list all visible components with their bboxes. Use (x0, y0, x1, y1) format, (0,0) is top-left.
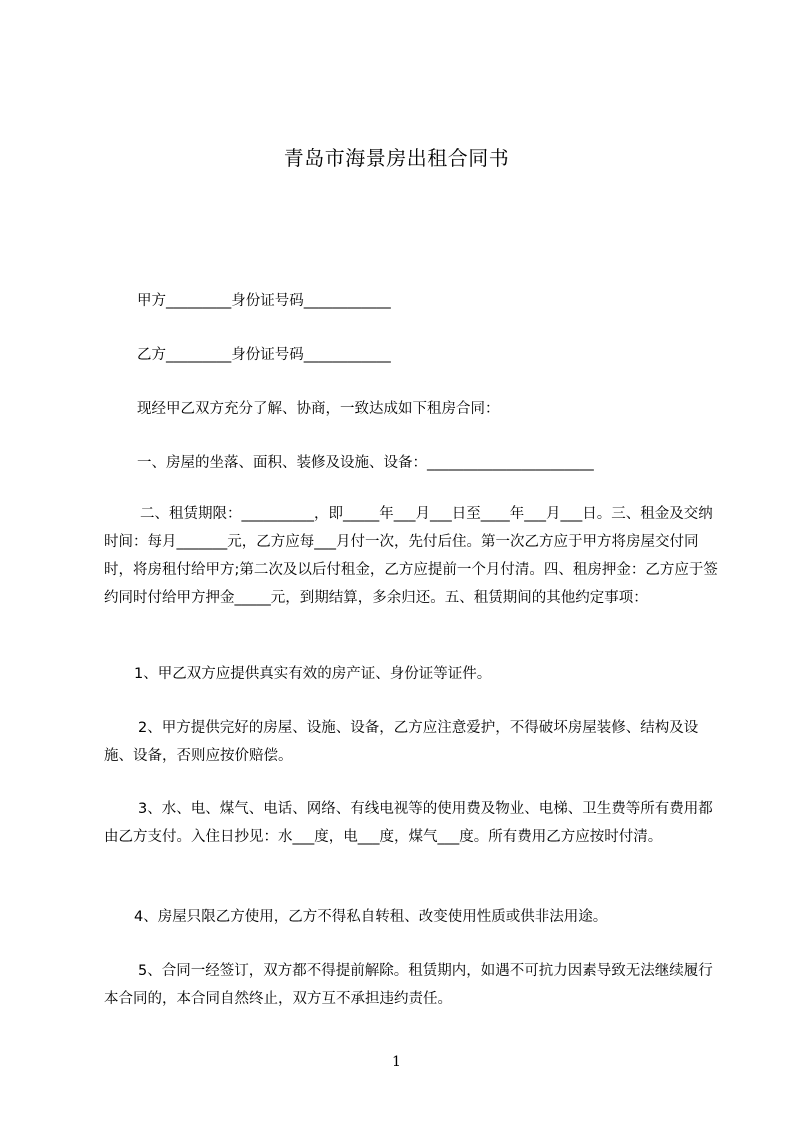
party-b-line: 乙方_________身份证号码____________ (137, 347, 391, 363)
item-5-paragraph: 5、合同一经签订，双方都不得提前解除。租赁期内，如遇不可抗力因素导致无法继续履行本合同的，本合同自然终止，双方互不承担违约责任。 (104, 963, 713, 1007)
page-number: 1 (392, 1054, 401, 1070)
item-2-paragraph: 2、甲方提供完好的房屋、设施、设备，乙方应注意爱护，不得破坏房屋装修、结构及设施、设备，否则应按价赔偿。 (104, 720, 699, 764)
item-4-paragraph: 4、房屋只限乙方使用，乙方不得私自转租、改变使用性质或供非法用途。 (134, 909, 608, 925)
clause-2-5-paragraph: 二、租赁期限：__________，即_____年___月___日至____年___月___日。三、租金及交纳时间：每月_______元，乙方应每___月付一次，先付后住。第一次乙方应于甲方将房屋交付同时，将房租付给甲方;第二次及以后付租金，乙方应提前一个月付清。四、租房押金：乙方应于签约同时付给甲方押金_____元，到期结算，多余归还。五、租赁期间的其他约定事项： (104, 506, 718, 606)
intro-line: 现经甲乙双方充分了解、协商，一致达成如下租房合同： (137, 401, 500, 417)
document-title: 青岛市海景房出租合同书 (283, 146, 510, 170)
item-3-paragraph: 3、水、电、煤气、电话、网络、有线电视等的使用费及物业、电梯、卫生费等所有费用都由乙方支付。入住日抄见：水___度，电___度，煤气___度。所有费用乙方应按时付清。 (104, 801, 713, 845)
party-a-line: 甲方_________身份证号码____________ (137, 293, 391, 309)
clause-1-line: 一、房屋的坐落、面积、装修及设施、设备：_______________________ (137, 455, 594, 471)
item-1-paragraph: 1、甲乙双方应提供真实有效的房产证、身份证等证件。 (134, 666, 492, 682)
